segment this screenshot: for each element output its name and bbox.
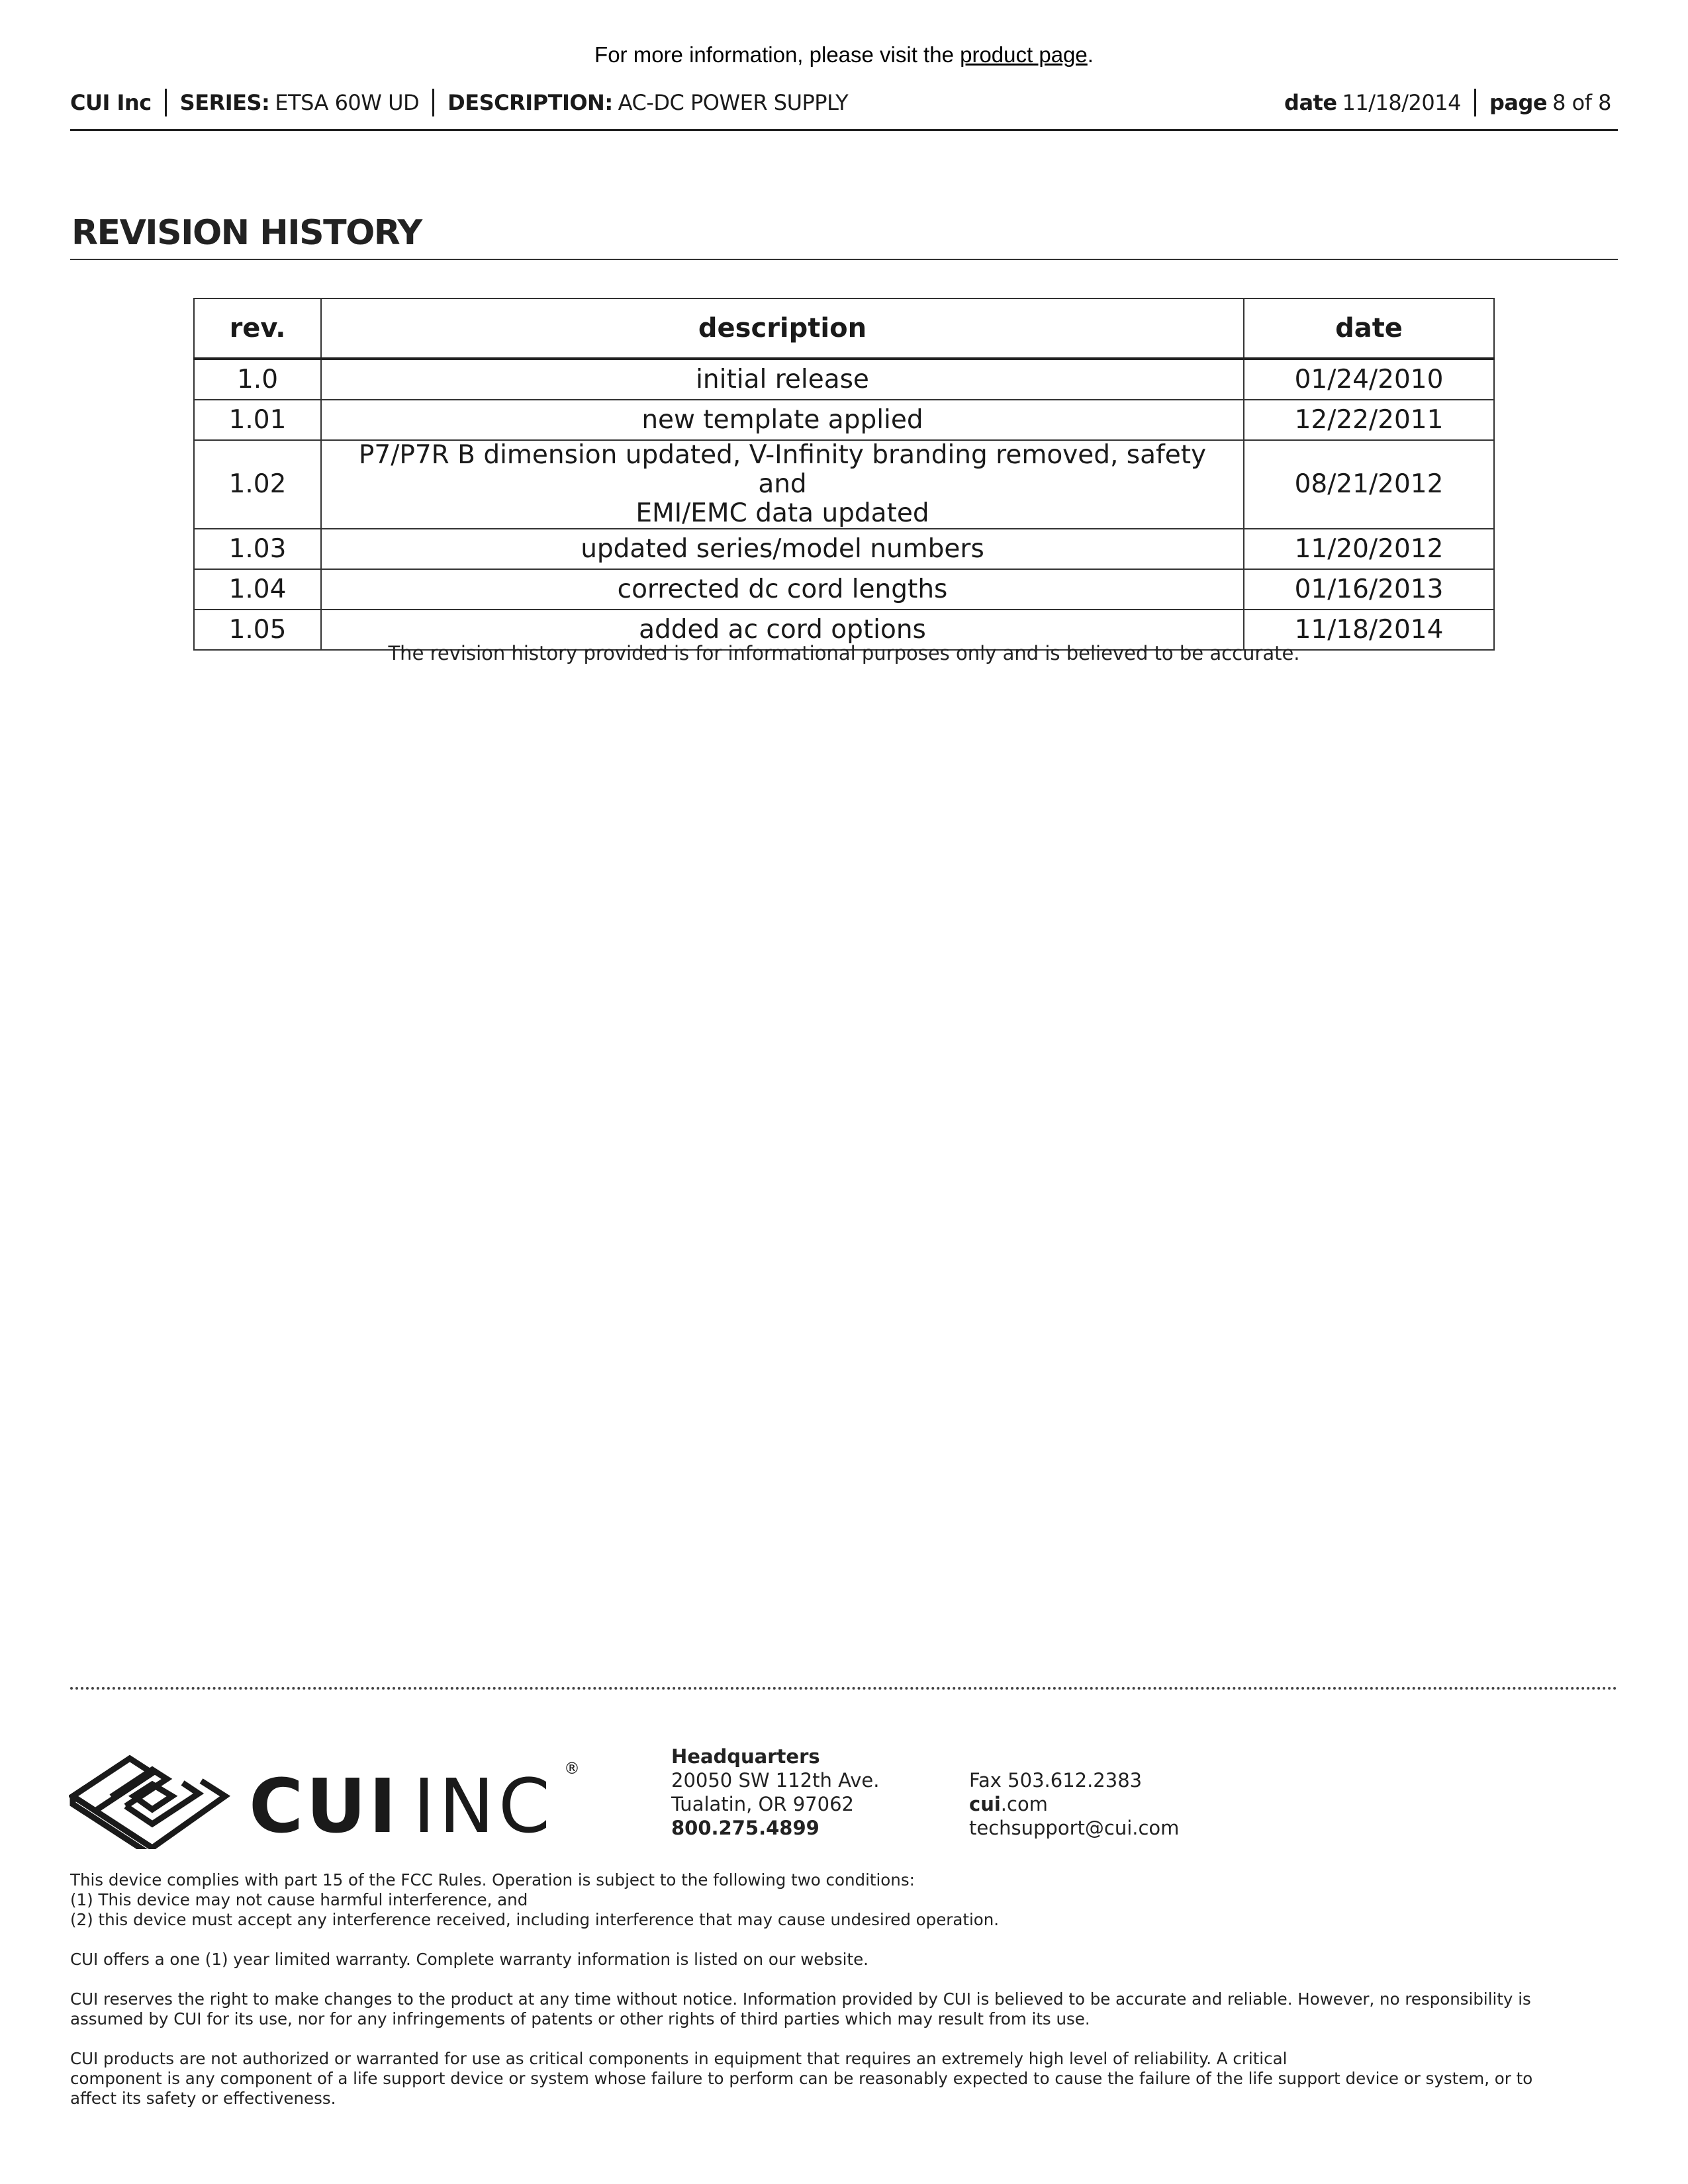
critical-components-notice bbox=[70, 2049, 1618, 2109]
fcc-line: This device complies with part 15 of the FCC Rules. Operation is subject to the following two conditions: bbox=[70, 1870, 915, 1889]
cui-logo-mark-icon bbox=[73, 1758, 225, 1849]
header-separator bbox=[1474, 89, 1476, 116]
logo-text-inc: INC bbox=[413, 1764, 555, 1849]
support-email[interactable]: techsupport@cui.com bbox=[969, 1817, 1180, 1839]
fcc-notice bbox=[70, 1870, 1618, 1930]
description-label: DESCRIPTION: bbox=[447, 90, 613, 115]
address-line: 20050 SW 112th Ave. bbox=[671, 1769, 880, 1792]
website-rest: .com bbox=[1000, 1793, 1048, 1815]
date-value: 11/18/2014 bbox=[1342, 90, 1461, 115]
warranty-notice: CUI offers a one (1) year limited warranty. Complete warranty information is listed on our website. bbox=[70, 1950, 868, 1969]
logo-text-cui: CUI bbox=[249, 1764, 399, 1849]
description-value: AC-DC POWER SUPPLY bbox=[618, 90, 849, 115]
revision-history-table bbox=[193, 298, 1495, 651]
registered-mark: ® bbox=[564, 1759, 580, 1778]
critical-line: component is any component of a life support device or system whose failure to perform can be reasonably expected to cause the failure of the life support device or system, or to bbox=[70, 2069, 1533, 2088]
address-line: Tualatin, OR 97062 bbox=[671, 1793, 854, 1815]
table-row bbox=[194, 440, 1494, 529]
rev-cell: 1.03 bbox=[194, 529, 321, 569]
critical-line: CUI products are not authorized or warranted for use as critical components in equipment that requires an extremely high level of reliability. A critical bbox=[70, 2049, 1288, 2068]
revision-note: The revision history provided is for informational purposes only and is believed to be accurate. bbox=[388, 642, 1300, 664]
header-divider bbox=[70, 129, 1618, 131]
website-link[interactable] bbox=[969, 1792, 1179, 1816]
page-value: 8 of 8 bbox=[1552, 90, 1611, 115]
date-cell: 12/22/2011 bbox=[1244, 400, 1494, 440]
hq-title: Headquarters bbox=[671, 1745, 820, 1768]
section-divider bbox=[70, 259, 1618, 260]
header-separator bbox=[165, 89, 167, 116]
date-cell: 11/20/2012 bbox=[1244, 529, 1494, 569]
disclaimer-notice bbox=[70, 1989, 1618, 2029]
page-label: page bbox=[1489, 90, 1548, 115]
date-label: date bbox=[1284, 90, 1337, 115]
phone-number: 800.275.4899 bbox=[671, 1817, 820, 1839]
header-date: date bbox=[1244, 298, 1494, 359]
description-cell: added ac cord options bbox=[321, 610, 1244, 650]
cui-inc-logo bbox=[69, 1735, 585, 1849]
note-prefix: For more information, please visit the bbox=[594, 42, 961, 67]
table-row bbox=[194, 359, 1494, 400]
description-cell: initial release bbox=[321, 359, 1244, 400]
document-header bbox=[70, 89, 1618, 128]
series-value: ETSA 60W UD bbox=[275, 90, 420, 115]
date-cell: 01/16/2013 bbox=[1244, 569, 1494, 610]
website-bold: cui bbox=[969, 1793, 1001, 1815]
fcc-line: (2) this device must accept any interference received, including interference that may cause undesired operation. bbox=[70, 1910, 1000, 1929]
note-suffix: . bbox=[1087, 42, 1094, 67]
contact-block bbox=[969, 1768, 1179, 1840]
critical-line: affect its safety or effectiveness. bbox=[70, 2089, 336, 2108]
company-name: CUI Inc bbox=[70, 90, 152, 115]
footer-divider bbox=[70, 1687, 1618, 1690]
date-cell: 08/21/2012 bbox=[1244, 440, 1494, 529]
series-label: SERIES: bbox=[179, 90, 270, 115]
disclaimer-line: CUI reserves the right to make changes to the product at any time without notice. Information provided by CUI is believed to be accurate and reliable. However, no responsibility is bbox=[70, 1989, 1531, 2009]
rev-cell: 1.0 bbox=[194, 359, 321, 400]
description-line: EMI/EMC data updated bbox=[635, 498, 929, 528]
description-cell: updated series/model numbers bbox=[321, 529, 1244, 569]
description-cell bbox=[321, 440, 1244, 529]
table-row bbox=[194, 400, 1494, 440]
rev-cell: 1.01 bbox=[194, 400, 321, 440]
product-page-note bbox=[0, 42, 1688, 68]
fax-number: Fax 503.612.2383 bbox=[969, 1769, 1143, 1792]
date-cell: 11/18/2014 bbox=[1244, 610, 1494, 650]
description-cell: corrected dc cord lengths bbox=[321, 569, 1244, 610]
description-cell: new template applied bbox=[321, 400, 1244, 440]
rev-cell: 1.02 bbox=[194, 440, 321, 529]
date-cell: 01/24/2010 bbox=[1244, 359, 1494, 400]
table-row bbox=[194, 569, 1494, 610]
table-header-row bbox=[194, 298, 1494, 359]
disclaimer-line: assumed by CUI for its use, nor for any infringements of patents or other rights of third parties which may result from its use. bbox=[70, 2009, 1090, 2028]
section-title: REVISION HISTORY bbox=[71, 213, 422, 253]
header-rev: rev. bbox=[194, 298, 321, 359]
header-description: description bbox=[321, 298, 1244, 359]
table-row bbox=[194, 529, 1494, 569]
rev-cell: 1.05 bbox=[194, 610, 321, 650]
headquarters-block bbox=[671, 1745, 879, 1840]
rev-cell: 1.04 bbox=[194, 569, 321, 610]
header-separator bbox=[432, 89, 434, 116]
product-page-link[interactable]: product page bbox=[960, 42, 1088, 67]
description-line: P7/P7R B dimension updated, V-Infinity branding removed, safety and bbox=[358, 440, 1207, 499]
legal-notices bbox=[70, 1870, 1618, 2128]
fcc-line: (1) This device may not cause harmful interference, and bbox=[70, 1890, 528, 1909]
